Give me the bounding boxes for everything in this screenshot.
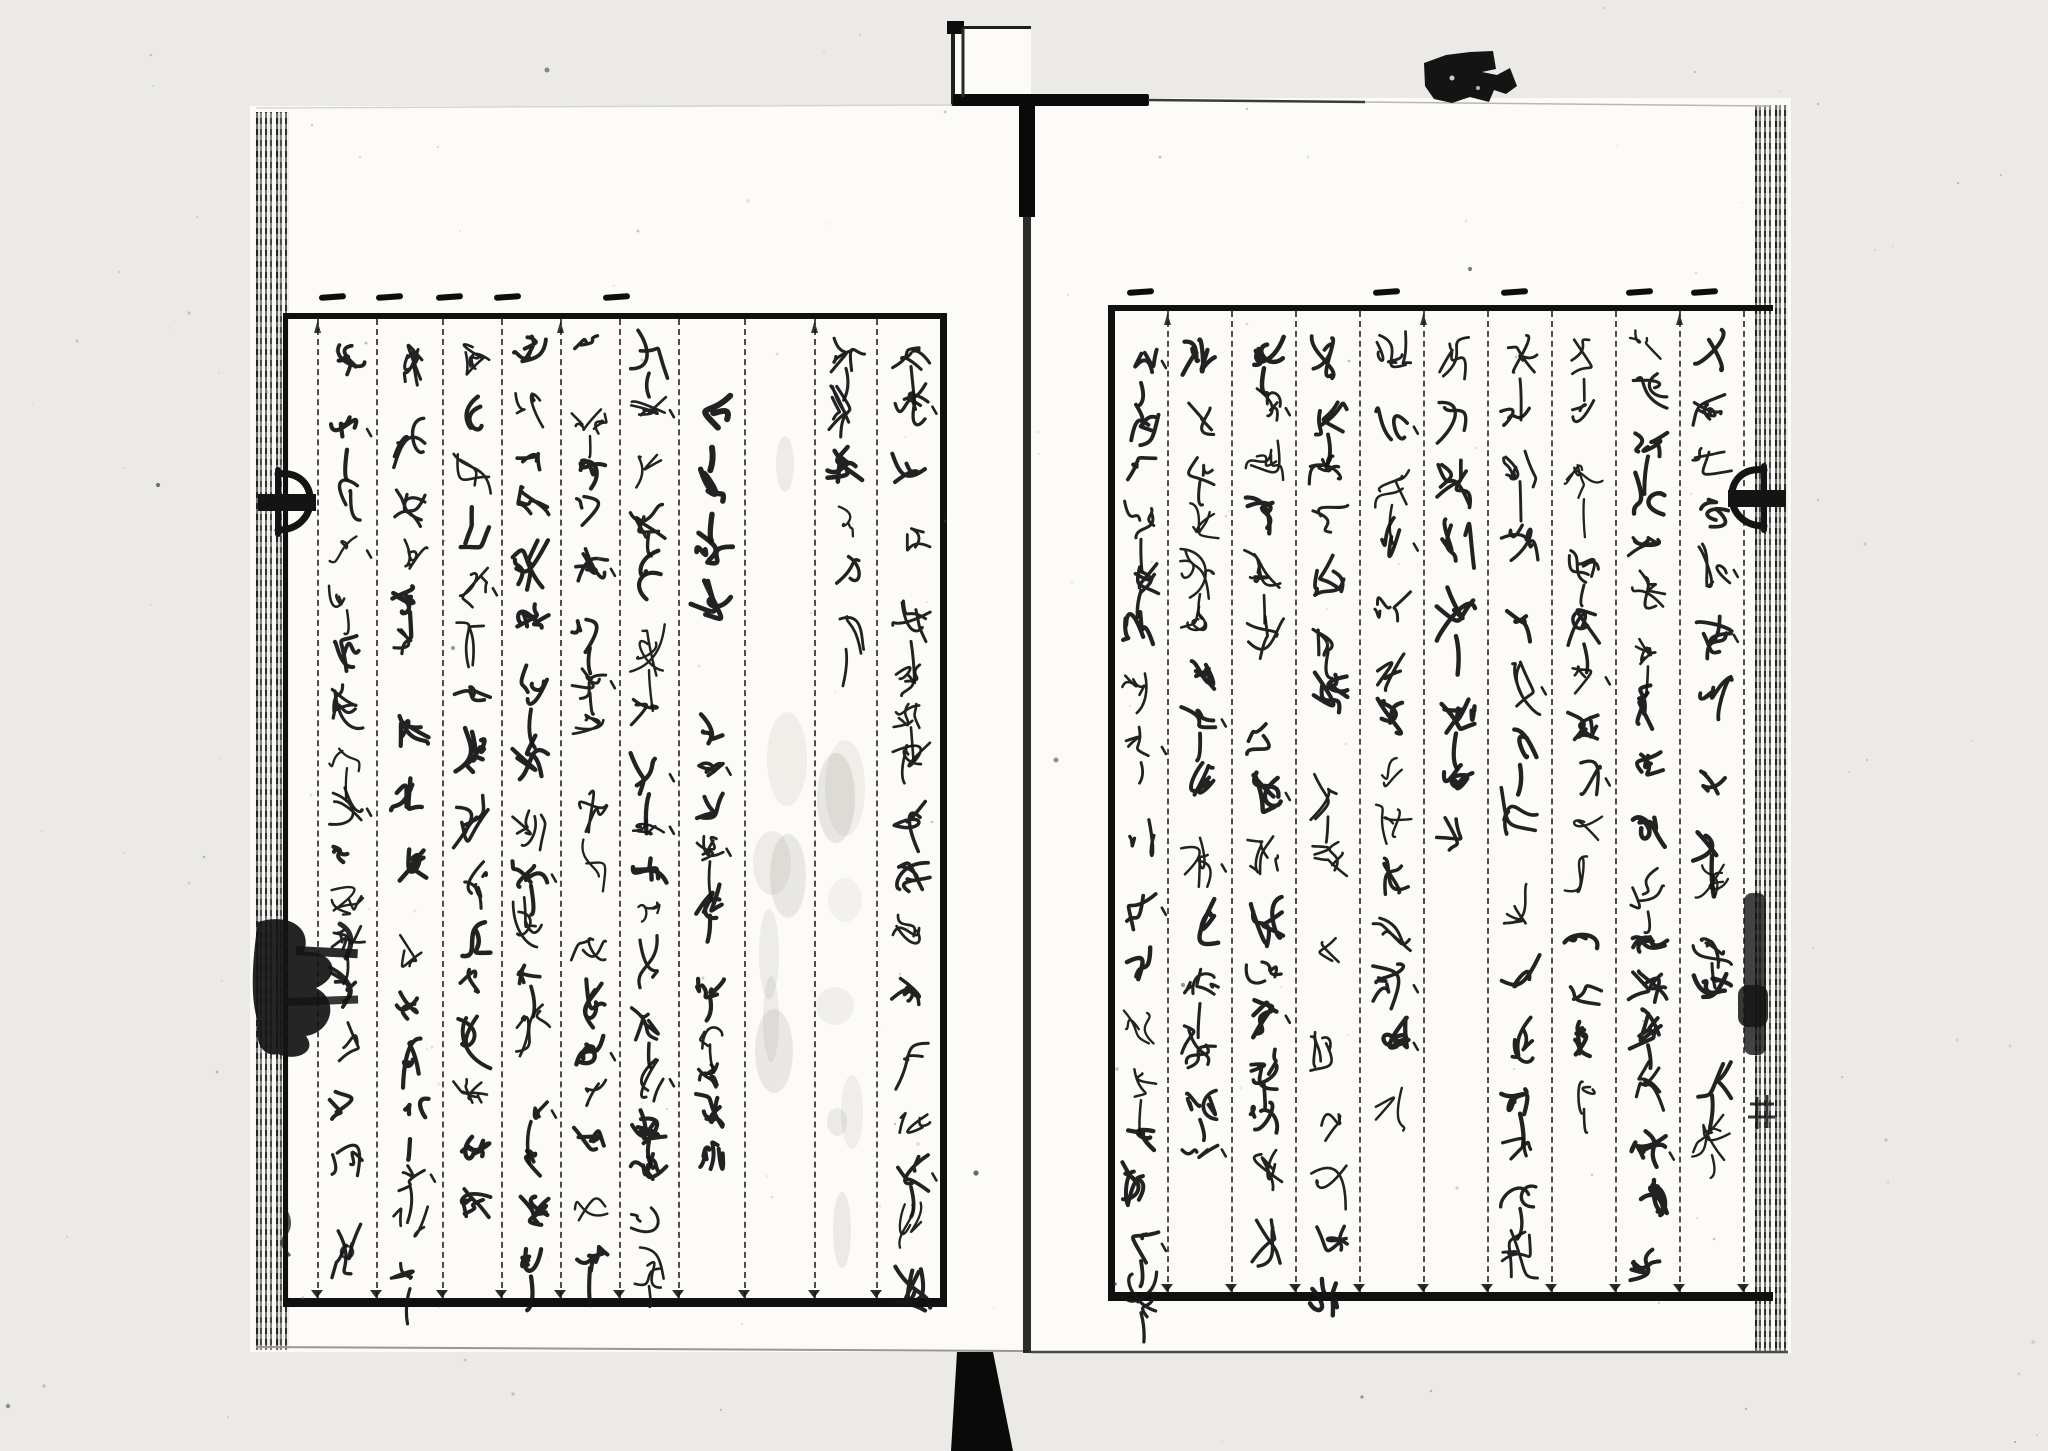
column-rule bbox=[876, 319, 878, 1298]
column-rule bbox=[1487, 311, 1489, 1292]
column-rule bbox=[1295, 311, 1297, 1292]
column-R6 bbox=[1363, 311, 1421, 1292]
scan-speckle bbox=[75, 339, 78, 342]
column-rule bbox=[1679, 311, 1681, 1292]
scan-speckle bbox=[32, 402, 34, 404]
column-R1 bbox=[1683, 311, 1741, 1292]
scan-speckle bbox=[1892, 245, 1894, 247]
scan-speckle bbox=[1603, 7, 1606, 10]
column-R10 bbox=[1112, 311, 1170, 1292]
scan-speckle bbox=[118, 271, 120, 273]
scan-speckle bbox=[823, 52, 824, 53]
column-rule bbox=[1231, 311, 1233, 1292]
scan-speckle bbox=[2000, 174, 2002, 176]
scan-speckle bbox=[1817, 499, 1819, 501]
column-R9 bbox=[1171, 311, 1229, 1292]
scan-speckle bbox=[1864, 543, 1867, 546]
column-R5 bbox=[1427, 311, 1485, 1292]
column-L2 bbox=[817, 319, 875, 1298]
scan-speckle bbox=[187, 311, 190, 314]
scan-speckle bbox=[1779, 90, 1781, 92]
scan-speckle bbox=[150, 54, 153, 57]
scan-speckle bbox=[2014, 1441, 2016, 1443]
scan-speckle bbox=[859, 34, 860, 35]
ink-stamp-pit bbox=[1476, 86, 1480, 90]
column-L3 bbox=[751, 319, 809, 1298]
column-L4 bbox=[683, 319, 741, 1298]
scan-speckle bbox=[219, 757, 220, 758]
column-L9 bbox=[381, 319, 439, 1298]
scan-speckle bbox=[42, 1384, 45, 1387]
scan-speckle bbox=[216, 1071, 219, 1074]
scan-speckle bbox=[464, 1359, 467, 1362]
scan-speckle bbox=[1817, 103, 1820, 106]
column-rule bbox=[1615, 311, 1617, 1292]
scan-speckle bbox=[1874, 249, 1875, 250]
scan-speckle bbox=[66, 1236, 67, 1237]
scan-speckle bbox=[1866, 759, 1868, 761]
scan-speckle bbox=[150, 604, 151, 605]
scan-speckle bbox=[2031, 1340, 2034, 1343]
column-rule bbox=[814, 319, 816, 1298]
column-rule bbox=[678, 319, 680, 1298]
column-rule bbox=[1359, 311, 1361, 1292]
scan-speckle bbox=[1887, 1181, 1890, 1184]
scan-speckle bbox=[1430, 1390, 1433, 1393]
scan-speckle bbox=[1694, 71, 1696, 73]
column-rule bbox=[1743, 311, 1745, 1292]
column-L10 bbox=[318, 319, 376, 1298]
ink-stamp-blot bbox=[1424, 51, 1517, 103]
scan-speckle bbox=[187, 881, 190, 884]
scan-speckle bbox=[1884, 1138, 1887, 1141]
scan-speckle bbox=[1812, 947, 1814, 949]
scan-speckle bbox=[2018, 1373, 2020, 1375]
column-L7 bbox=[502, 319, 560, 1298]
scan-speckle bbox=[1957, 182, 1959, 184]
scan-speckle bbox=[511, 1392, 514, 1395]
column-L5 bbox=[620, 319, 678, 1298]
scan-speckle-dark bbox=[6, 1404, 10, 1408]
column-rule bbox=[1551, 311, 1553, 1292]
column-R3 bbox=[1555, 311, 1613, 1292]
scan-speckle-dark bbox=[545, 68, 550, 73]
scan-speckle bbox=[2036, 1434, 2037, 1435]
scan-speckle bbox=[1956, 1039, 1959, 1042]
column-rule bbox=[376, 319, 378, 1298]
column-L6 bbox=[561, 319, 619, 1298]
scan-speckle-dark bbox=[156, 483, 160, 487]
scan-speckle bbox=[152, 85, 154, 87]
scan-speckle bbox=[1745, 1408, 1747, 1410]
scan-speckle bbox=[168, 327, 169, 328]
scan-speckle bbox=[1971, 740, 1973, 742]
page-corner-ink-square bbox=[947, 21, 964, 34]
scan-speckle bbox=[123, 467, 124, 468]
scan-speckle bbox=[123, 852, 125, 854]
gutter-shadow-top bbox=[953, 94, 1149, 106]
column-R4 bbox=[1491, 311, 1549, 1292]
spine-shadow-bottom-wedge bbox=[951, 1352, 1013, 1451]
column-rule bbox=[744, 319, 746, 1298]
scan-speckle bbox=[2008, 1044, 2011, 1047]
scan-speckle bbox=[1848, 771, 1850, 773]
column-L1 bbox=[882, 319, 940, 1298]
scan-speckle bbox=[203, 856, 205, 858]
scan-speckle bbox=[221, 980, 223, 982]
scan-speckle bbox=[196, 216, 198, 218]
column-R2 bbox=[1619, 311, 1677, 1292]
scan-speckle bbox=[218, 372, 220, 374]
column-L8 bbox=[443, 319, 501, 1298]
scan-speckle-dark bbox=[1360, 1395, 1363, 1398]
scan-speckle bbox=[720, 1409, 722, 1411]
scan-speckle bbox=[1221, 1441, 1222, 1442]
scan-speckle bbox=[41, 830, 43, 832]
column-rule bbox=[1423, 311, 1425, 1292]
column-R8 bbox=[1235, 311, 1293, 1292]
scan-speckle bbox=[1841, 1076, 1843, 1078]
ink-stamp-pit bbox=[1450, 76, 1455, 81]
column-R7 bbox=[1299, 311, 1357, 1292]
scan-speckle bbox=[227, 1416, 229, 1418]
